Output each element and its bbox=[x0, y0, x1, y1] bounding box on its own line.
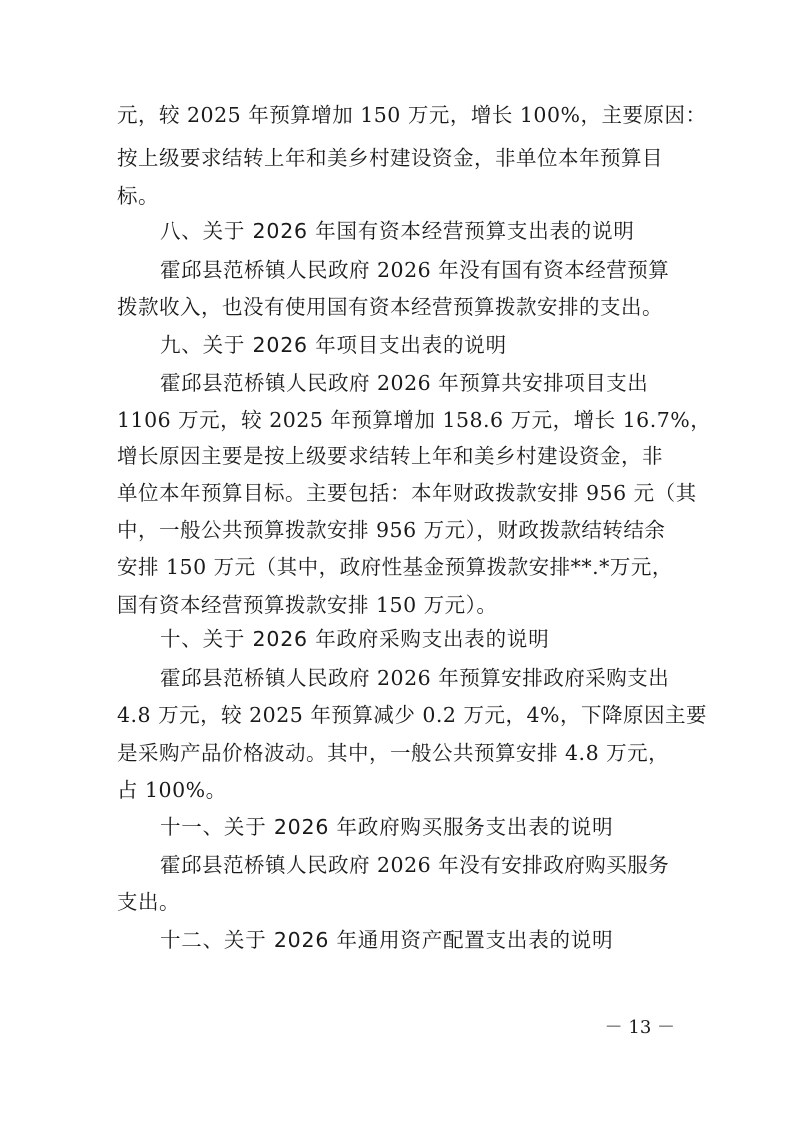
body-line: 安排 150 万元（其中，政府性基金预算拨款安排**.*万元， bbox=[117, 555, 673, 579]
section-heading-11: 十一、关于 2026 年政府购买服务支出表的说明 bbox=[160, 815, 614, 839]
body-line: 霍邱县范桥镇人民政府 2026 年预算安排政府采购支出 bbox=[160, 666, 670, 690]
body-line: 4.8 万元，较 2025 年预算减少 0.2 万元，4%，下降原因主要 bbox=[117, 703, 707, 727]
body-line: 单位本年预算目标。主要包括：本年财政拨款安排 956 元（其 bbox=[117, 481, 697, 505]
body-line: 国有资本经营预算拨款安排 150 万元）。 bbox=[117, 593, 498, 617]
body-line: 霍邱县范桥镇人民政府 2026 年没有安排政府购买服务 bbox=[160, 853, 670, 877]
body-line: 增长原因主要是按上级要求结转上年和美乡村建设资金，非 bbox=[117, 444, 663, 468]
page-number: － 13 － bbox=[604, 1017, 675, 1038]
section-heading-8: 八、关于 2026 年国有资本经营预算支出表的说明 bbox=[160, 219, 635, 243]
section-heading-10: 十、关于 2026 年政府采购支出表的说明 bbox=[160, 627, 550, 651]
section-heading-9: 九、关于 2026 年项目支出表的说明 bbox=[160, 333, 507, 357]
body-line: 标。 bbox=[117, 184, 159, 208]
body-line: 是采购产品价格波动。其中，一般公共预算安排 4.8 万元， bbox=[117, 741, 670, 765]
body-line: 中，一般公共预算拨款安排 956 万元），财政拨款结转结余 bbox=[117, 518, 666, 542]
body-line: 拨款收入，也没有使用国有资本经营预算拨款安排的支出。 bbox=[117, 295, 663, 319]
body-line: 按上级要求结转上年和美乡村建设资金，非单位本年预算目 bbox=[117, 146, 663, 170]
body-line: 元，较 2025 年预算增加 150 万元，增长 100%，主要原因： bbox=[117, 103, 707, 127]
body-line: 霍邱县范桥镇人民政府 2026 年没有国有资本经营预算 bbox=[160, 258, 670, 282]
body-line: 占 100%。 bbox=[117, 778, 227, 802]
section-heading-12: 十二、关于 2026 年通用资产配置支出表的说明 bbox=[160, 928, 614, 952]
body-line: 霍邱县范桥镇人民政府 2026 年预算共安排项目支出 bbox=[160, 371, 649, 395]
body-line: 1106 万元，较 2025 年预算增加 158.6 万元，增长 16.7%， bbox=[117, 408, 712, 432]
body-line: 支出。 bbox=[117, 890, 180, 914]
